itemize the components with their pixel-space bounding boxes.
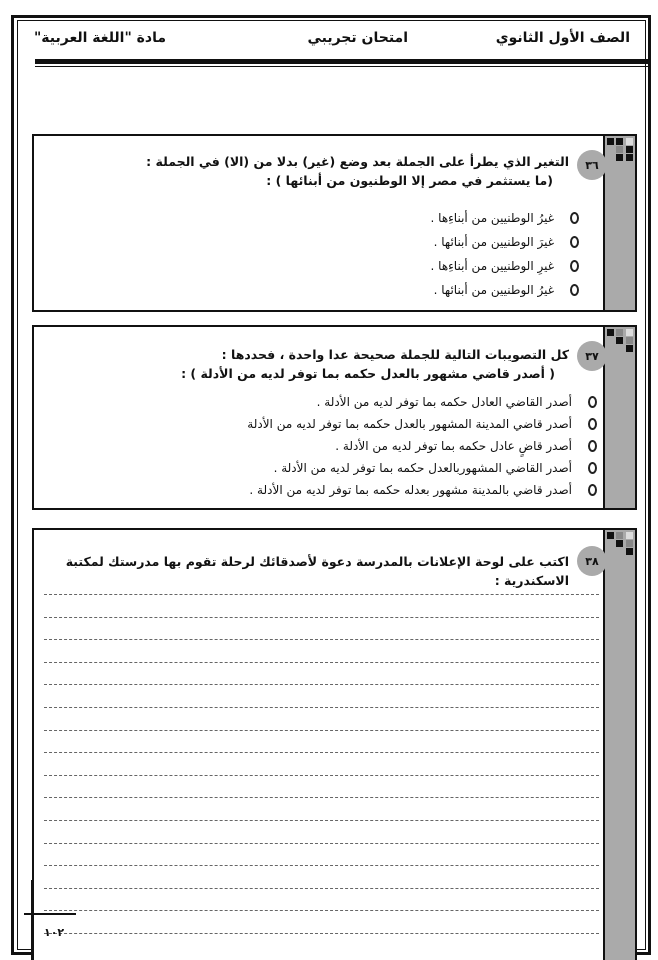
corner-square-icon <box>626 540 633 547</box>
question-number-badge: ٣٨ <box>577 546 607 576</box>
corner-square-icon <box>616 337 623 344</box>
answer-line[interactable] <box>44 730 599 731</box>
answer-line[interactable] <box>44 843 599 844</box>
question-number-badge: ٣٦ <box>577 150 607 180</box>
corner-square-icon <box>616 329 623 336</box>
options-list <box>431 206 579 302</box>
answer-line[interactable] <box>44 639 599 640</box>
radio-circle-icon[interactable] <box>588 440 597 452</box>
radio-circle-icon[interactable] <box>588 418 597 430</box>
corner-square-icon <box>616 532 623 539</box>
answer-line[interactable] <box>44 752 599 753</box>
option-item[interactable]: أصدر القاضي العادل حكمه بما توفر لديه من الأدلة . <box>247 391 597 413</box>
footer-rule <box>24 913 76 915</box>
corner-square-icon <box>607 138 614 145</box>
option-item[interactable]: أصدر قاضي المدينة المشهور بالعدل حكمه بما توفر لديه من الأدلة <box>247 413 597 435</box>
corner-square-icon <box>616 540 623 547</box>
answer-line[interactable] <box>44 797 599 798</box>
radio-circle-icon[interactable] <box>588 396 597 408</box>
corner-square-icon <box>607 329 614 336</box>
answer-line[interactable] <box>44 662 599 663</box>
radio-circle-icon[interactable] <box>570 260 579 272</box>
option-item[interactable]: غيرُ الوطنيين من أبناءِها . <box>431 206 579 230</box>
answer-line[interactable] <box>44 820 599 821</box>
corner-square-icon <box>626 345 633 352</box>
subject-label: مادة "اللغة العربية" <box>34 30 167 46</box>
corner-square-icon <box>616 138 623 145</box>
grade-label: الصف الأول الثانوي <box>495 30 630 46</box>
answer-line[interactable] <box>44 910 599 911</box>
prompt-line: التغير الذي يطرأ على الجملة بعد وضع (غير) بدلا من (الا) في الجملة : <box>146 154 569 169</box>
corner-square-icon <box>626 154 633 161</box>
corner-square-icon <box>626 532 633 539</box>
page-number: ١٠٢ <box>44 926 65 939</box>
answer-line[interactable] <box>44 775 599 776</box>
question-prompt: اكتب على لوحة الإعلانات بالمدرسة دعوة لأصدقائك لرحلة تقوم بها مدرستك لمكتبة الاسكندرية : <box>65 554 569 588</box>
question-38-box <box>32 528 637 960</box>
options-list <box>247 391 597 501</box>
option-item[interactable]: أصدر القاضي المشهوربالعدل حكمه بما توفر لديه من الأدلة . <box>247 457 597 479</box>
header-divider-thin <box>35 66 650 67</box>
corner-square-icon <box>626 548 633 555</box>
corner-square-icon <box>616 146 623 153</box>
question-bar-decoration <box>603 136 635 310</box>
prompt-line: (ما يستثمر في مصر إلا الوطنيون من أبنائها ) : <box>266 173 553 188</box>
corner-square-icon <box>626 337 633 344</box>
footer-mark <box>31 880 33 960</box>
answer-line[interactable] <box>44 933 599 934</box>
answer-line[interactable] <box>44 684 599 685</box>
question-prompt <box>181 345 569 383</box>
answer-line[interactable] <box>44 888 599 889</box>
header-divider <box>35 59 650 64</box>
prompt-line: كل التصويبات التالية للجملة صحيحة عدا واحدة ، فحددها : <box>221 347 569 362</box>
page-header <box>20 24 644 56</box>
radio-circle-icon[interactable] <box>570 284 579 296</box>
option-item[interactable]: أصدر قاضي بالمدينة مشهور بعدله حكمه بما توفر لديه من الأدلة . <box>247 479 597 501</box>
corner-square-icon <box>626 138 633 145</box>
radio-circle-icon[interactable] <box>588 462 597 474</box>
option-item[interactable]: غيرَ الوطنيين من أبنائها . <box>431 230 579 254</box>
question-bar-decoration <box>603 327 635 508</box>
corner-square-icon <box>616 154 623 161</box>
question-36-box <box>32 134 637 312</box>
option-item[interactable]: غيرِ الوطنيين من أبناءِها . <box>431 254 579 278</box>
answer-line[interactable] <box>44 707 599 708</box>
question-number-badge: ٣٧ <box>577 341 607 371</box>
radio-circle-icon[interactable] <box>570 212 579 224</box>
radio-circle-icon[interactable] <box>570 236 579 248</box>
corner-square-icon <box>626 146 633 153</box>
corner-square-icon <box>626 329 633 336</box>
answer-line[interactable] <box>44 865 599 866</box>
prompt-line: ( أصدر قاضي مشهور بالعدل حكمه بما توفر لديه من الأدلة ) : <box>181 366 555 381</box>
question-bar-decoration <box>603 530 635 960</box>
question-37-box <box>32 325 637 510</box>
exam-title: امتحان تجريبي <box>307 30 408 46</box>
corner-square-icon <box>607 532 614 539</box>
option-item[interactable]: غيرُ الوطنيين من أبنائها . <box>431 278 579 302</box>
option-item[interactable]: أصدر قاضٍ عادل حكمه بما توفر لديه من الأدلة . <box>247 435 597 457</box>
answer-line[interactable] <box>44 594 599 595</box>
question-prompt <box>146 152 569 190</box>
answer-line[interactable] <box>44 617 599 618</box>
radio-circle-icon[interactable] <box>588 484 597 496</box>
